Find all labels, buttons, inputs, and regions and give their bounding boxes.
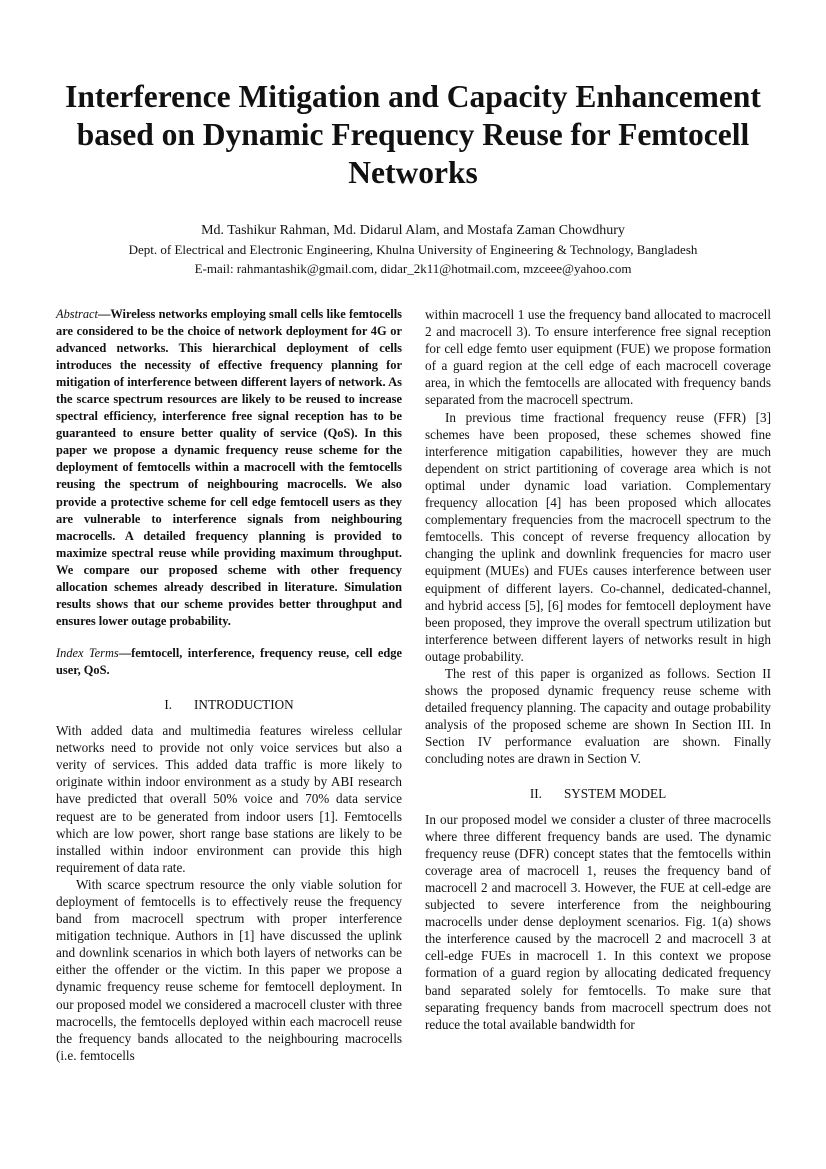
abstract-label: Abstract <box>56 307 98 321</box>
section-number: I. <box>164 696 173 712</box>
section-title: INTRODUCTION <box>194 696 294 712</box>
section-heading-introduction <box>56 696 402 713</box>
paragraph: In previous time fractional frequency reuse (FFR) [3] schemes have been proposed, these schemes showed fine interference mitigation capabilities, however they are much dependent on strict partitioning of coverage area which is not optimal under dynamic load variation. Complementary frequency allocation [4] has been proposed which allocates complementary frequencies from the macrocell spectrum to the femtocells. This concept of reverse frequency allocation by changing the uplink and downlink frequencies for macro user equipment (MUEs) and FUEs causes interference between user equipment of different layers. Co-channel, dedicated-channel, and hybrid access [5], [6] modes for femtocell deployment have been proposed, they improve the overall spectrum utilization but interference between different layers of networks result in high outage probability. <box>425 409 771 664</box>
section-number: II. <box>529 785 542 801</box>
author-list: Md. Tashikur Rahman, Md. Didarul Alam, and Mostafa Zaman Chowdhury <box>201 223 625 238</box>
abstract-text: —Wireless networks employing small cells like femtocells are considered to be the choice of network deployment for 4G or advanced networks. This hierarchical deployment of cells introduces the necessity of effective frequency planning for mitigation of interference between different layers of network. As the scarce spectrum resources are likely to be reused to increase spectral efficiency, interference free signal reception has to be guaranteed to ensure better quality of service (QoS). In this paper we propose a dynamic frequency reuse scheme for the deployment of femtocells within a macrocell with the femtocells reusing the spectrum of neighbouring macrocells. We also provide a protective scheme for cell edge femtocell users as they are vulnerable to interference signals from neighbouring macrocells. A detailed frequency planning is provided to maximize spectral reuse while providing maximum throughput. We compare our proposed scheme with other frequency allocation schemes already described in literature. Simulation results shows that our scheme provides better throughput and ensures lower outage probability. <box>56 307 402 628</box>
paper-title: Interference Mitigation and Capacity Enhancement based on Dynamic Frequency Reuse for Femtocell Networks <box>65 79 761 190</box>
paragraph: With scarce spectrum resource the only viable solution for deployment of femtocells is to effectively reuse the frequency band from macrocell spectrum with proper interference mitigation technique. Authors in [1] have discussed the uplink and downlink scenarios in which both layers of networks can be either the offender or the victim. In this paper we propose a dynamic frequency reuse scheme for femtocell deployment. In our proposed model we considered a macrocell cluster with three macrocells, the femtocells deployed within each macrocell reuse the frequency bands allocated to the neighbouring macrocells (i.e. femtocells <box>56 876 402 1063</box>
paragraph: In our proposed model we consider a cluster of three macrocells where three different frequency bands are used. The dynamic frequency reuse (DFR) concept states that the femtocells within coverage area of macrocell 1, reuses the frequency band of macrocell 2 and macrocell 3. However, the FUE at cell-edge are subjected to severe interference from the neighbouring macrocells under dense deployment scenarios. Fig. 1(a) shows the interference caused by the macrocell 2 and macrocell 3 at cell-edge FUEs in macrocell 1. In this context we propose formation of a guard region by allocating dedicated frequency band separated solely for femtocells. To make sure that separating frequency bands from macrocell spectrum does not reduce the total available bandwidth for <box>425 811 771 1032</box>
paragraph: within macrocell 1 use the frequency band allocated to macrocell 2 and macrocell 3). To ensure interference free signal reception for cell edge femto user equipment (FUE) we propose formation of a guard region at the cell edge of each macrocell coverage area, in which the femtocells are allocated with frequency bands separated from the macrocell spectrum. <box>425 307 771 408</box>
section-heading-system-model <box>425 785 771 802</box>
index-terms-label: Index Terms <box>56 645 119 660</box>
affiliation: Dept. of Electrical and Electronic Engineering, Khulna University of Engineering & Technology, Bangladesh <box>128 242 698 257</box>
index-terms <box>56 645 402 679</box>
abstract <box>56 306 402 630</box>
author-emails: E-mail: rahmantashik@gmail.com, didar_2k11@hotmail.com, mzceee@yahoo.com <box>194 261 632 276</box>
index-terms-text: —femtocell, interference, frequency reuse, cell edge user, QoS. <box>56 645 402 677</box>
paragraph: With added data and multimedia features wireless cellular networks need to provide not only voice services but also a verity of services. This added data traffic is more likely to originate within indoor environment as a study by ABI research have predicted that overall 50% voice and 70% data service request are to be generated from indoor users [1]. Femtocells which are low power, short range base stations are likely to be installed within indoor environment can provide this high requirement of data rate. <box>56 723 402 875</box>
left-column <box>56 306 402 1064</box>
right-column <box>425 306 771 1033</box>
section-title: SYSTEM MODEL <box>563 785 667 801</box>
paragraph: The rest of this paper is organized as follows. Section II shows the proposed dynamic frequency reuse scheme with detailed frequency planning. The capacity and outage probability analysis of the proposed scheme are shown In Section III. In Section IV performance evaluation are shown. Finally concluding notes are drawn in Section V. <box>425 665 771 767</box>
